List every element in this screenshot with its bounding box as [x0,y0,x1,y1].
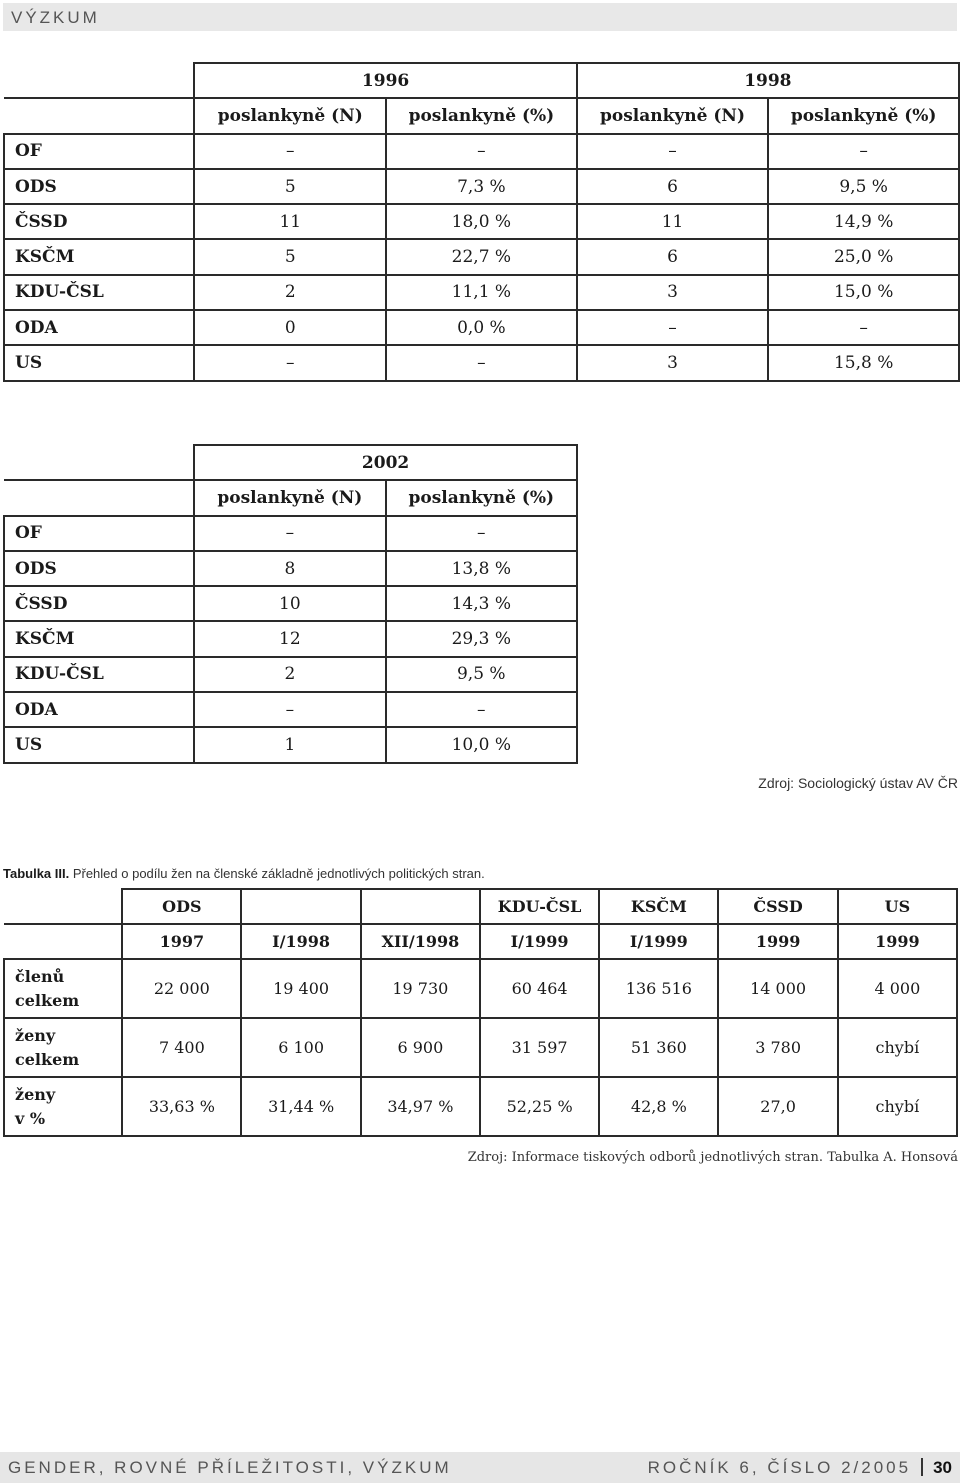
column-header: poslankyně (%) [386,480,577,515]
table-cell: – [386,134,577,169]
table-cell: – [194,516,385,551]
table-cell: 22,7 % [386,239,577,274]
row-label: ženy celkem [4,1018,122,1077]
table-cell: 10 [194,586,385,621]
table-cell: – [577,310,769,345]
table-cell: chybí [838,1077,957,1136]
table-header-years [4,445,577,480]
table-cell: 8 [194,551,385,586]
table-cell: 4 000 [838,959,957,1018]
table-source-note: Zdroj: Informace tiskových odborů jednotlivých stran. Tabulka A. Honsová [467,1150,958,1165]
table-cell: 13,8 % [386,551,577,586]
party-label: OF [4,134,194,169]
table-cell: 3 [577,275,769,310]
date-header: 1999 [838,924,957,959]
party-label: KDU-ČSL [4,275,194,310]
column-header: poslankyně (%) [768,98,959,133]
table-header-columns [4,480,577,515]
table-2002 [3,444,578,764]
table-row [4,239,959,274]
table-cell: 42,8 % [599,1077,718,1136]
table-cell: 11,1 % [386,275,577,310]
table-1996-1998 [3,62,960,382]
date-header: 1997 [122,924,241,959]
table-cell: 7 400 [122,1018,241,1077]
table-cell: – [577,134,769,169]
table-row [4,621,577,656]
table-cell: – [768,310,959,345]
column-header: poslankyně (%) [386,98,577,133]
party-header: KSČM [599,889,718,924]
table-cell: 6 [577,169,769,204]
table-cell: – [194,345,386,380]
party-header: ČSSD [718,889,837,924]
date-header: I/1999 [599,924,718,959]
column-header: poslankyně (N) [577,98,769,133]
row-label: ženy v % [4,1077,122,1136]
table-row [4,345,959,380]
table-header-columns [4,98,959,133]
table-source-note: Zdroj: Sociologický ústav AV ČR [758,775,958,791]
party-header: US [838,889,957,924]
table-membership [3,888,958,1137]
table-cell: 136 516 [599,959,718,1018]
table-cell: 27,0 [718,1077,837,1136]
date-header: I/1999 [480,924,599,959]
date-header: 1999 [718,924,837,959]
party-label: ČSSD [4,586,194,621]
section-title: VÝZKUM [11,8,100,27]
table-cell: 7,3 % [386,169,577,204]
caption-text: Přehled o podílu žen na členské základně jednotlivých politických stran. [69,866,485,881]
table-cell: 25,0 % [768,239,959,274]
table-row [4,692,577,727]
year-header: 1996 [194,63,576,98]
issue-info [648,1458,952,1478]
journal-name: GENDER, ROVNÉ PŘÍLEŽITOSTI, VÝZKUM [8,1458,452,1477]
table-row [4,551,577,586]
table-cell: 15,0 % [768,275,959,310]
table-row [4,1077,957,1136]
table-cell: 12 [194,621,385,656]
table-row [4,169,959,204]
party-label: ODA [4,310,194,345]
year-header: 2002 [194,445,577,480]
table-cell: 19 730 [361,959,480,1018]
table-cell: 5 [194,239,386,274]
table-cell: 2 [194,657,385,692]
table-cell: 2 [194,275,386,310]
footer-divider [921,1458,923,1476]
table-cell: – [768,134,959,169]
table-row [4,959,957,1018]
table-cell: 15,8 % [768,345,959,380]
table-cell: 31,44 % [241,1077,360,1136]
party-label: KSČM [4,239,194,274]
date-header: XII/1998 [361,924,480,959]
table-row [4,586,577,621]
party-label: KSČM [4,621,194,656]
party-header: ODS [122,889,241,924]
table-cell: chybí [838,1018,957,1077]
table-header-years [4,63,959,98]
table-cell: 10,0 % [386,727,577,762]
table-cell: 60 464 [480,959,599,1018]
party-label: KDU-ČSL [4,657,194,692]
table-row [4,310,959,345]
table-cell: 33,63 % [122,1077,241,1136]
table-cell: 34,97 % [361,1077,480,1136]
table-cell: 6 100 [241,1018,360,1077]
column-header: poslankyně (N) [194,480,385,515]
section-header-bar [3,3,957,31]
column-header: poslankyně (N) [194,98,386,133]
table-row [4,134,959,169]
table-header-parties [4,889,957,924]
table-cell: 3 [577,345,769,380]
table-cell: 1 [194,727,385,762]
table-cell: 6 [577,239,769,274]
table-cell: 14,9 % [768,204,959,239]
party-label: ODA [4,692,194,727]
table-cell: 14,3 % [386,586,577,621]
table-cell: – [386,692,577,727]
table-cell: 9,5 % [768,169,959,204]
table-row [4,275,959,310]
issue-label: ROČNÍK 6, ČÍSLO 2/2005 [647,1458,912,1477]
year-header: 1998 [577,63,959,98]
table-row [4,516,577,551]
table-cell: 5 [194,169,386,204]
party-label: ODS [4,169,194,204]
table-row [4,204,959,239]
row-label: členů celkem [4,959,122,1018]
page-footer [0,1452,960,1483]
table-cell: 0,0 % [386,310,577,345]
table-cell: 52,25 % [480,1077,599,1136]
party-header: KDU-ČSL [480,889,599,924]
table-cell: 3 780 [718,1018,837,1077]
table-cell: – [386,516,577,551]
party-label: US [4,727,194,762]
party-label: US [4,345,194,380]
party-label: ODS [4,551,194,586]
table-row [4,727,577,762]
table-cell: – [194,134,386,169]
table-cell: 11 [577,204,769,239]
table-cell: 19 400 [241,959,360,1018]
table-row [4,1018,957,1077]
table-cell: 18,0 % [386,204,577,239]
table-cell: 51 360 [599,1018,718,1077]
table-cell: 0 [194,310,386,345]
table-cell: 22 000 [122,959,241,1018]
table-cell: 29,3 % [386,621,577,656]
party-label: ČSSD [4,204,194,239]
table-cell: 6 900 [361,1018,480,1077]
table-cell: 14 000 [718,959,837,1018]
table-cell: – [194,692,385,727]
page-number: 30 [933,1458,952,1477]
table-caption [3,866,485,881]
table-cell: 9,5 % [386,657,577,692]
party-label: OF [4,516,194,551]
table-cell: – [386,345,577,380]
table-row [4,657,577,692]
caption-label: Tabulka III. [3,866,70,881]
table-header-dates [4,924,957,959]
table-cell: 11 [194,204,386,239]
table-cell: 31 597 [480,1018,599,1077]
date-header: I/1998 [241,924,360,959]
